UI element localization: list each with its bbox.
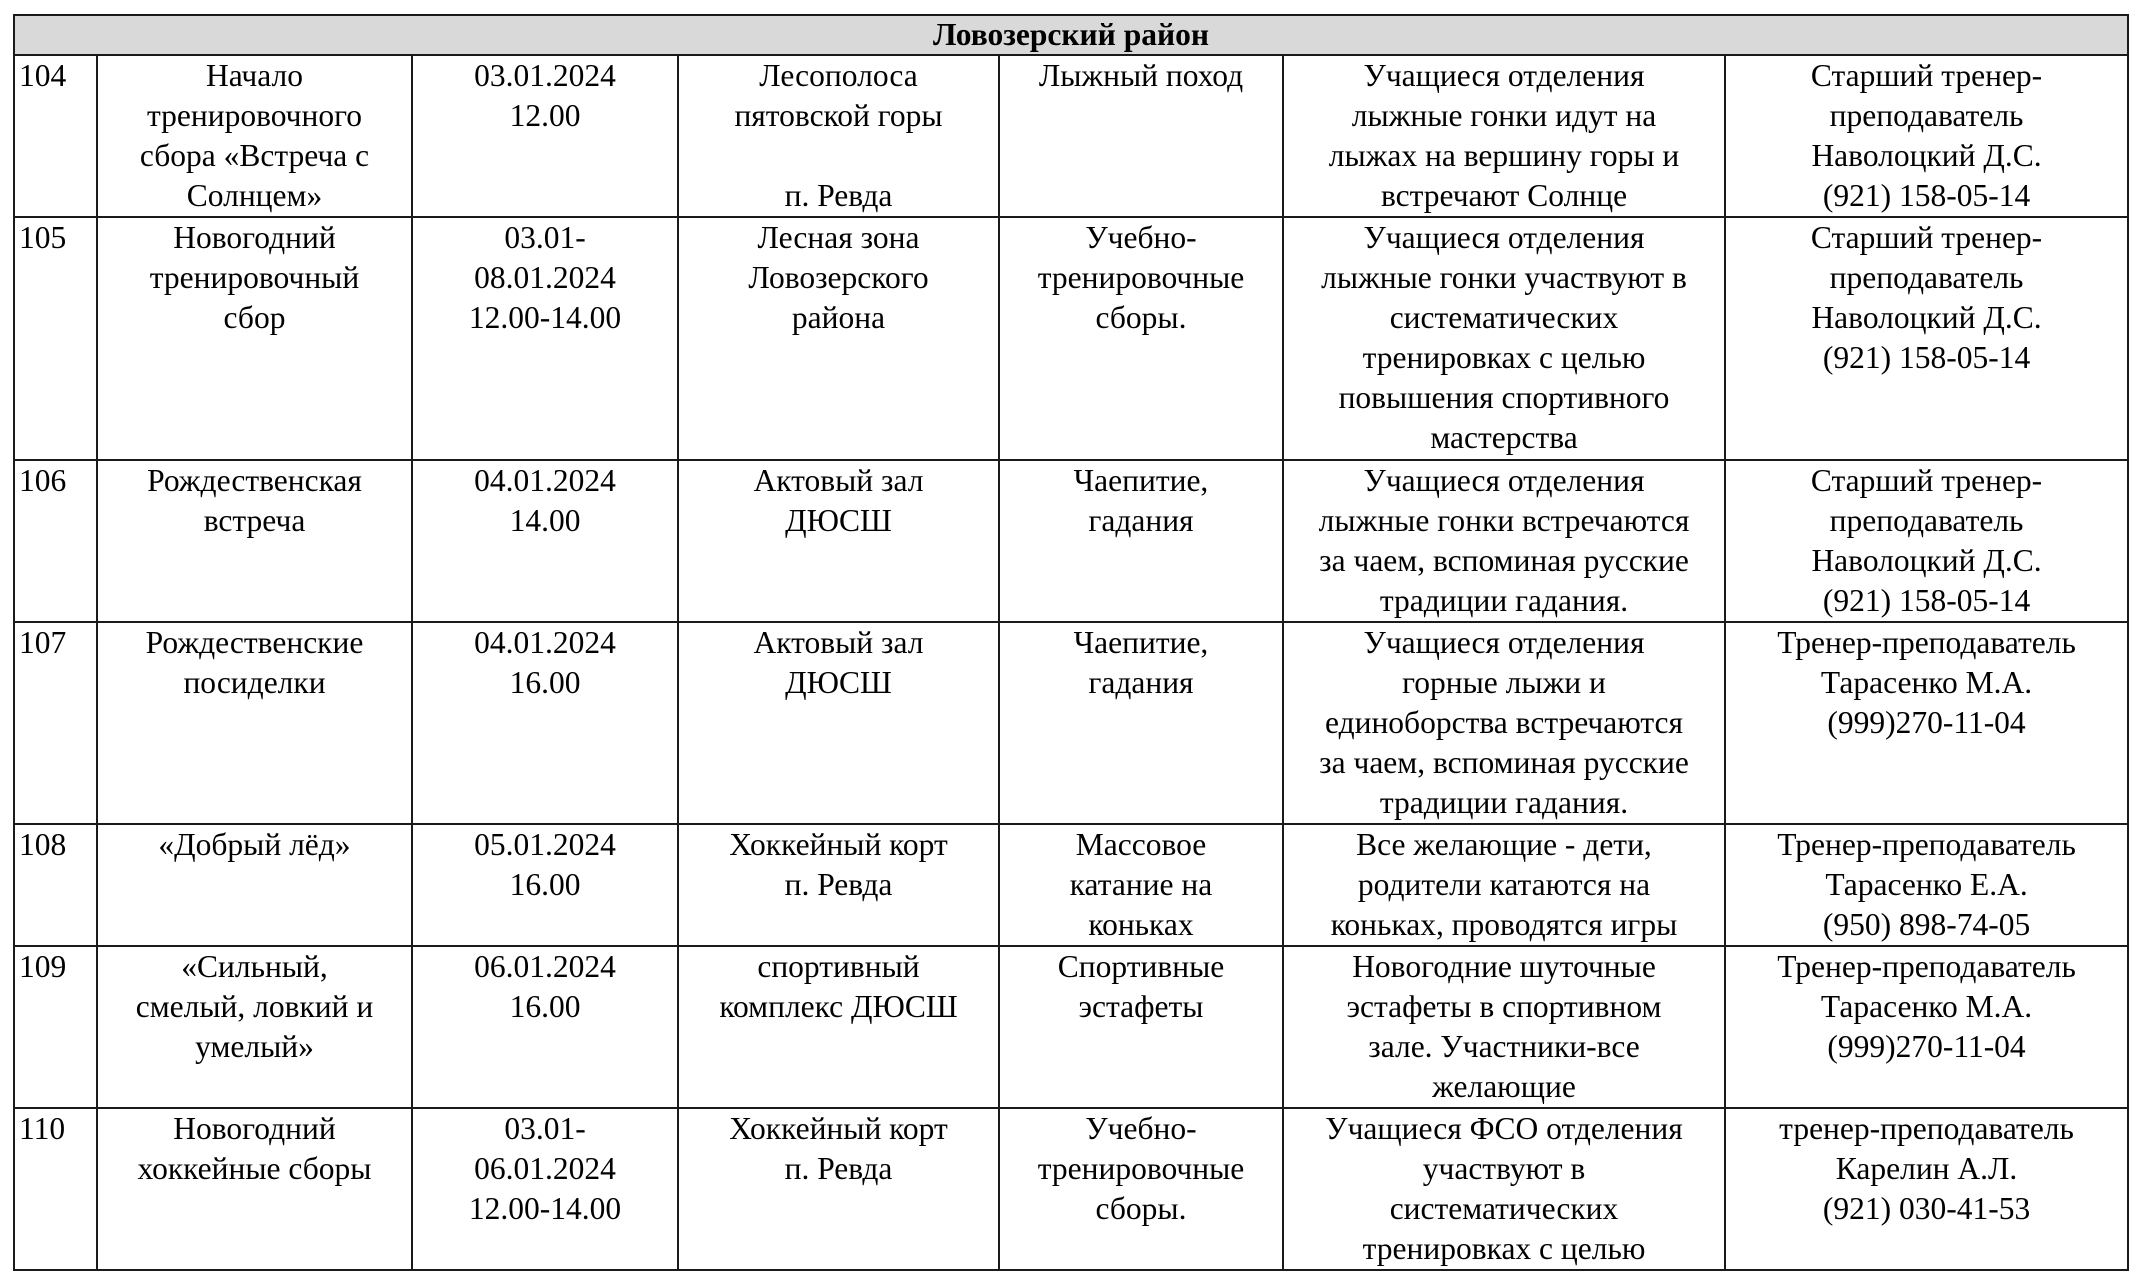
- event-form: Спортивные эстафеты: [999, 946, 1283, 1108]
- event-name: Рождественские посиделки: [97, 622, 412, 824]
- table-row: [14, 460, 2128, 622]
- event-form: Учебно- тренировочные сборы.: [999, 1108, 1283, 1270]
- event-description: Учащиеся отделения лыжные гонки встречаются за чаем, вспоминая русские традиции гадания.: [1283, 460, 1725, 622]
- event-place: спортивный комплекс ДЮСШ: [678, 946, 999, 1108]
- events-table: [13, 14, 2129, 1271]
- row-number: 110: [14, 1108, 97, 1270]
- event-place: Актовый зал ДЮСШ: [678, 622, 999, 824]
- event-date: 03.01- 08.01.2024 12.00-14.00: [412, 217, 678, 460]
- event-responsible: Старший тренер- преподаватель Наволоцкий Д.С. (921) 158-05-14: [1725, 217, 2128, 460]
- row-number: 106: [14, 460, 97, 622]
- event-form: Лыжный поход: [999, 55, 1283, 217]
- event-place: Лесная зона Ловозерского района: [678, 217, 999, 460]
- event-description: Учащиеся отделения лыжные гонки идут на лыжах на вершину горы и встречают Солнце: [1283, 55, 1725, 217]
- table-row: [14, 946, 2128, 1108]
- table-row: [14, 55, 2128, 217]
- event-place: Лесополоса пятовской горы п. Ревда: [678, 55, 999, 217]
- event-name: «Сильный, смелый, ловкий и умелый»: [97, 946, 412, 1108]
- row-number: 107: [14, 622, 97, 824]
- event-date: 04.01.2024 16.00: [412, 622, 678, 824]
- event-responsible: Старший тренер- преподаватель Наволоцкий Д.С. (921) 158-05-14: [1725, 460, 2128, 622]
- event-description: Учащиеся отделения лыжные гонки участвуют в систематических тренировках с целью повышения спортивного мастерства: [1283, 217, 1725, 460]
- event-form: Учебно- тренировочные сборы.: [999, 217, 1283, 460]
- table-row: [14, 217, 2128, 460]
- event-form: Массовое катание на коньках: [999, 824, 1283, 946]
- event-place: Хоккейный корт п. Ревда: [678, 824, 999, 946]
- event-responsible: Тренер-преподаватель Тарасенко Е.А. (950) 898-74-05: [1725, 824, 2128, 946]
- table-row: [14, 1108, 2128, 1270]
- event-name: «Добрый лёд»: [97, 824, 412, 946]
- event-date: 05.01.2024 16.00: [412, 824, 678, 946]
- event-place: Актовый зал ДЮСШ: [678, 460, 999, 622]
- event-place: Хоккейный корт п. Ревда: [678, 1108, 999, 1270]
- event-responsible: Тренер-преподаватель Тарасенко М.А. (999)270-11-04: [1725, 946, 2128, 1108]
- event-date: 03.01.2024 12.00: [412, 55, 678, 217]
- row-number: 105: [14, 217, 97, 460]
- event-date: 03.01- 06.01.2024 12.00-14.00: [412, 1108, 678, 1270]
- event-name: Рождественская встреча: [97, 460, 412, 622]
- event-name: Новогодний тренировочный сбор: [97, 217, 412, 460]
- event-date: 06.01.2024 16.00: [412, 946, 678, 1108]
- event-description: Все желающие - дети, родители катаются на коньках, проводятся игры: [1283, 824, 1725, 946]
- row-number: 104: [14, 55, 97, 217]
- event-description: Новогодние шуточные эстафеты в спортивном зале. Участники-все желающие: [1283, 946, 1725, 1108]
- table-row: [14, 622, 2128, 824]
- table-row: [14, 824, 2128, 946]
- district-header-row: [14, 15, 2128, 55]
- event-name: Начало тренировочного сбора «Встреча с Солнцем»: [97, 55, 412, 217]
- event-description: Учащиеся ФСО отделения участвуют в систематических тренировках с целью: [1283, 1108, 1725, 1270]
- row-number: 108: [14, 824, 97, 946]
- event-name: Новогодний хоккейные сборы: [97, 1108, 412, 1270]
- event-responsible: Тренер-преподаватель Тарасенко М.А. (999)270-11-04: [1725, 622, 2128, 824]
- row-number: 109: [14, 946, 97, 1108]
- event-date: 04.01.2024 14.00: [412, 460, 678, 622]
- event-description: Учащиеся отделения горные лыжи и единоборства встречаются за чаем, вспоминая русские традиции гадания.: [1283, 622, 1725, 824]
- event-responsible: Старший тренер- преподаватель Наволоцкий Д.С. (921) 158-05-14: [1725, 55, 2128, 217]
- event-form: Чаепитие, гадания: [999, 460, 1283, 622]
- event-form: Чаепитие, гадания: [999, 622, 1283, 824]
- event-responsible: тренер-преподаватель Карелин А.Л. (921) 030-41-53: [1725, 1108, 2128, 1270]
- district-title: Ловозерский район: [14, 15, 2128, 55]
